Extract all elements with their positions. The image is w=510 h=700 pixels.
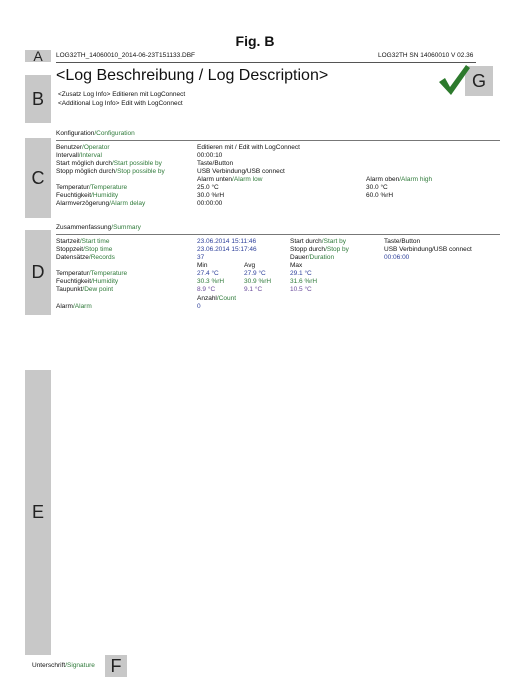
header-device: LOG32TH SN 14060010 V 02.36 xyxy=(378,52,474,59)
stats-temperature-min: 27.4 °C xyxy=(197,270,219,277)
limit-temperature-low: 25.0 °C xyxy=(197,184,219,191)
summary-records-value: 37 xyxy=(197,254,205,261)
stats-humidity-avg: 30.9 %rH xyxy=(244,278,272,285)
stats-humidity-max: 31.6 %rH xyxy=(290,278,318,285)
config-start-value: Taste/Button xyxy=(197,160,234,167)
summary-alarm-label: Alarm/Alarm xyxy=(56,303,92,310)
side-label-b: B xyxy=(25,75,51,123)
stats-col-max: Max xyxy=(290,262,303,269)
config-interval-value: 00:00:10 xyxy=(197,152,223,159)
config-stop-value: USB Verbindung/USB connect xyxy=(197,168,285,175)
stats-temperature-max: 29.1 °C xyxy=(290,270,312,277)
summary-stopby-value: USB Verbindung/USB connect xyxy=(384,246,472,253)
header-filename: LOG32TH_14060010_2014-06-23T151133.DBF xyxy=(56,52,196,59)
config-rule xyxy=(56,140,500,141)
summary-stopby-label: Stopp durch/Stop by xyxy=(290,246,349,253)
config-operator-value: Editieren mit / Edit with LogConnect xyxy=(197,144,300,151)
check-icon xyxy=(437,63,471,97)
stats-temperature-label: Temperatur/Temperature xyxy=(56,270,128,277)
stats-col-avg: Avg xyxy=(244,262,256,269)
config-heading: Konfiguration/Configuration xyxy=(56,130,135,137)
summary-start-value: 23.06.2014 15:11:46 xyxy=(197,238,257,245)
side-label-c: C xyxy=(25,138,51,218)
summary-alarm-value: 0 xyxy=(197,303,201,310)
description-line-1: <Zusatz Log Info> Editieren mit LogConnect xyxy=(58,91,186,98)
config-start-label: Start möglich durch/Start possible by xyxy=(56,160,162,167)
config-interval-label: Intervall/Interval xyxy=(56,152,102,159)
stats-temperature-avg: 27.9 °C xyxy=(244,270,266,277)
summary-start-label: Startzeit/Start time xyxy=(56,238,110,245)
config-operator-label: Benutzer/Operator xyxy=(56,144,110,151)
limit-temperature-label: Temperatur/Temperature xyxy=(56,184,128,191)
summary-startby-value: Taste/Button xyxy=(384,238,421,245)
limit-humidity-low: 30.0 %rH xyxy=(197,192,225,199)
stats-dewpoint-label: Taupunkt/Dew point xyxy=(56,286,114,293)
signature-label: Unterschrift/Signature xyxy=(32,662,95,669)
alarm-high-heading: Alarm oben/Alarm high xyxy=(366,176,433,183)
config-stop-label: Stopp möglich durch/Stop possible by xyxy=(56,168,165,175)
summary-heading: Zusammenfassung/Summary xyxy=(56,224,141,231)
figure-title: Fig. B xyxy=(235,33,275,49)
summary-stop-label: Stoppzeit/Stop time xyxy=(56,246,113,253)
summary-startby-label: Start durch/Start by xyxy=(290,238,347,245)
stats-col-min: Min xyxy=(197,262,208,269)
log-description-title: <Log Beschreibung / Log Description> xyxy=(56,67,329,84)
stats-dewpoint-max: 10.5 °C xyxy=(290,286,312,293)
limit-delay-value: 00:00:00 xyxy=(197,200,223,207)
side-label-a: A xyxy=(25,50,51,62)
side-label-g: G xyxy=(465,66,493,96)
summary-duration-value: 00:06:00 xyxy=(384,254,410,261)
stats-count-heading: Anzahl/Count xyxy=(197,295,237,302)
summary-duration-label: Dauer/Duration xyxy=(290,254,335,261)
description-line-2: <Additional Log Info> Edit with LogConnect xyxy=(58,100,183,107)
alarm-low-heading: Alarm unten/Alarm low xyxy=(197,176,263,183)
stats-humidity-min: 30.3 %rH xyxy=(197,278,225,285)
limit-humidity-label: Feuchtigkeit/Humidity xyxy=(56,192,119,199)
stats-dewpoint-avg: 9.1 °C xyxy=(244,286,263,293)
summary-rule xyxy=(56,234,500,235)
summary-stop-value: 23.06.2014 15:17:46 xyxy=(197,246,257,253)
limit-humidity-high: 60.0 %rH xyxy=(366,192,394,199)
measurement-chart xyxy=(55,370,500,680)
summary-records-label: Datensätze/Records xyxy=(56,254,115,261)
side-label-e: E xyxy=(25,370,51,655)
side-label-d: D xyxy=(25,230,51,315)
stats-humidity-label: Feuchtigkeit/Humidity xyxy=(56,278,119,285)
limit-delay-label: Alarmverzögerung/Alarm delay xyxy=(56,200,146,207)
limit-temperature-high: 30.0 °C xyxy=(366,184,388,191)
side-label-f: F xyxy=(105,655,127,677)
stats-dewpoint-min: 8.9 °C xyxy=(197,286,216,293)
